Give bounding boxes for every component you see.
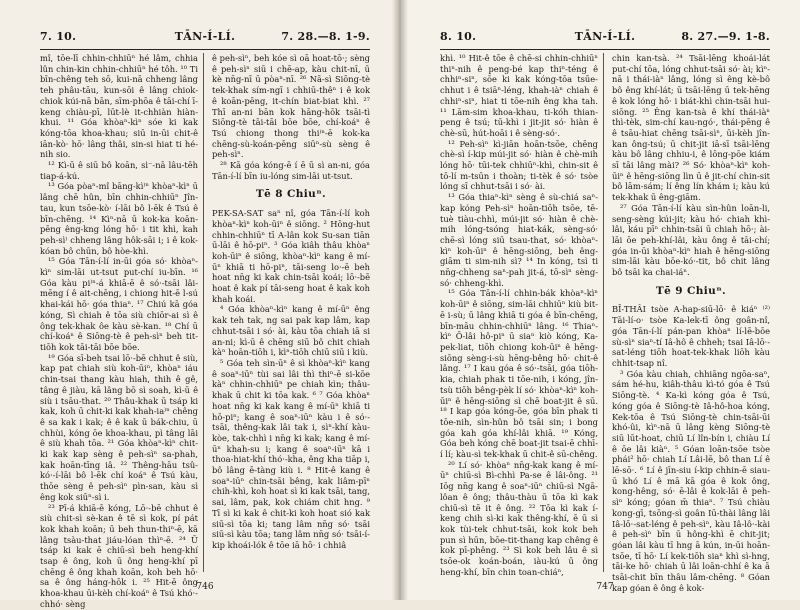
paragraph: ⁴ Góa khòaⁿ-kìⁿ kang ê mí-ūⁿ êng kak teh tak, ng sai pak kap lâm, kap chhut-tsāi i só· ài, kàu tōa chiah iā si an-ni; kì-ū ê chēng siū bô chit chiah kàⁿ hoān-tiōh i, kìⁿ-tiōh chiū siū i kiù. xyxy=(212,304,370,358)
left-header-range: 7. 28.—8. 1-9. xyxy=(281,30,370,43)
paragraph: ¹⁵ Góa Tān-í-lí chhin-bák khòaⁿ-kìⁿ koh-ūiⁿ ê siōng, sim-lāi chhiūⁿ kiù bit-ē i-sù; ū lâng khiā ti góa ê bīn-chēng, bīn-māu chhin-chhiūⁿ lâng. ¹⁶ Thiaⁿ-kìⁿ Ō-lâi hô-piⁿ ū siaⁿ kiò kóng, Ka-pek-liat, tiōh chiong koh-ūiⁿ ê hēng-siōng sèng-i-sù hēng-bêng hō· chit-ê lâng. ¹⁷ I kau góa ê só·-tsāi, góa tiōh-kia, chiah phak ti tōe-nih, i kóng, jîn-tsù tiōh bêng-pèk lí só· khòaⁿ-kìⁿ koh-ūiⁿ ê hēng-siōng sì chē boat-jit ê sū. ¹⁸ I kap góa kóng-ōe, góa bīn phak ti tōe-nih, sìn-hûn bô tsāi sin; i bong góa kah góa khí-lâi khiā. ¹⁹ Kóng, Góa beh kóng chē boat-jit tsai-ē chhī-í lí; kàu-sì tek-khak ū chit-ê sū-chêng. xyxy=(440,288,598,460)
chapter-opening-paragraph: PEK-SA-SAT saⁿ nî, góa Tān-í-lí koh khòaⁿ-kìⁿ koh-ūiⁿ ê siōng. ² Hōng-hut chhin-chhiūⁿ tī A-lân kok Su-san tiān ū-lāi ê hō-piⁿ. ³ Góa kiâh thâu khòaⁿ koh-ūiⁿ ê siōng, khòaⁿ-kìⁿ kang ê mí-ūⁿ khiā ti hō-piⁿ, tāi-seng lo·-ē beh hoat nn̄g ki kak chin-tsāi koái; lō·-bē hoat ê kak pí tāi-seng hoat ê kak koh khah koái. xyxy=(212,208,370,304)
chapter-opening-paragraph: BĪ-THÂI tsòe A-hap-siū-lō· ê kiáⁿ ⁽²⁾ Tāi-lí-o· tsòe Ka-lek-tī ông goân-nî, góa Tān-í-lí pán-pan khòaⁿ lí-lē-bōe sù-sìⁿ siaⁿ-tí Iâ-hô ê chheh; tsai Iâ-lō·-sat-léng tiōh hoat-tek-khak liōh kàu chhit-tsap nî. xyxy=(612,304,770,368)
book-gutter xyxy=(392,0,408,600)
chapter-heading: Tē 8 Chiuⁿ. xyxy=(255,188,327,201)
right-header-rule xyxy=(440,49,770,50)
right-page-number: 747 xyxy=(596,582,614,592)
left-page-header xyxy=(40,30,370,46)
right-header-reference: 8. 10. xyxy=(440,30,477,43)
paragraph: ¹³ Góa thiaⁿ-kìⁿ sèng ê sù-chiá saⁿ-kap kóng Peh-sìⁿ hoān-tiōh tsōe, tē-tuè tiàu-chhì, múi-jit só· hiàn ê chè-mih lóng-tsóng hiat-kák, sèng-só· chē-sì lóng siū tsau-that, só· khòaⁿ-kìⁿ koh-ūiⁿ ê hēng-siōng, beh êng-giām ti sim-nih sì? ¹⁴ In kóng, tsì ti nn̄g-chheng saⁿ-pah jit-á, tō-sìⁿ sèng-só· chheng-khì. xyxy=(440,192,598,288)
paragraph: ¹⁹ Góa sī-beh tsai lō·-bē chhut ê siù, kap pat chiah siù koh-ūiⁿ, khòaⁿ iáu chin-tsai thang kàu hiah, thih ê gê, tâng ê jiàu, kā lâng bō sì soah, kì-ū ê siù i tsāu-that. ²⁰ Thâu-khak ū tsáp ki kak, koh ū chit-ki kak khah-ia⁾ⁿ chêng ê sa kak i kak; ê ê kak ū bák-chiu, ū chhùi, kóng ōe khoa-khau, pì tâng lāi ê siù khah tōa. ²¹ Góa khòaⁿ-kìⁿ chit-ki kak kap sèng ê peh-sìⁿ sa-phah, kak hoān-tīng iâ. ²² Thêng-hāu tsû-kó·-í-lāi bô l-ēk chí koáⁿ ê Tsú kàu, thōe sèng ê peh-sìⁿ pìn-san, kàu sì êng kok siūⁿ-sì i. xyxy=(40,352,198,502)
left-header-title: TĀN-Í-LÍ. xyxy=(174,30,236,43)
right-page xyxy=(400,0,800,600)
chapter-heading: Tē 9 Chiuⁿ. xyxy=(655,284,727,297)
column-divider xyxy=(203,53,204,572)
paragraph: ²⁰ Lí só· khòaⁿ nn̄g-kak kang ê mí-ūⁿ chiū-sì Bì-chhì Pa-se ê lâi-ông. ²¹ Iōg nn̄g kang ê soaⁿ-iūⁿ chiū-sì Ngā-lôan ê ông; thâu-thàu ū tōa kì kak chiū-sì tē it ê ông. ²² Tōa kì kak í-keng chih sì-ki kak thêng-khí, ē ū sì kok tùi-tek chhut-tsāi, kok kok beh pun sì hūn, bōe-tit-thang kap chêng ê kok pī-phêng. ²³ Sì kok beh lâu ê sì tsōe-ok koán-boán, iàu-kú ū ông heng-khí, bīn chin toan-chiáⁿ, xyxy=(440,459,598,577)
left-column-2 xyxy=(212,53,370,572)
paragraph: ¹² Peh-sìⁿ kì-jiān hoān-tsōe, chēng chè-sì í-kip múi-jit só· hiàn ê chè-mih lóng hō· tūi-tek chhiūⁿ-khì, chin-sit ê tō-lí m-tsūn i thoàn; ti-tèk ê só· tsòe lóng sī chhut-tsāi i só· ài. xyxy=(440,138,598,192)
left-column-1 xyxy=(40,53,198,609)
right-header-title: TĀN-Í-LÍ. xyxy=(574,30,636,43)
right-column-1 xyxy=(440,53,598,577)
paragraph: ²³ Pī-á khiā-ē kóng, Lō·-bē chhut ê siù chit-sì sè-kan ê tē sì kok, pí pát kok khah koān; ū beh thun-thiⁿ-ē, kā lâng tsàu-that jiáu-lóan thìⁿ-ē. ²⁴ Ū tsáp ki kak ē chiū-sì beh heng-khí tsap ê ông, koh ū ông heng-khí pī chēng ê ông khah koān, koh beh hō· sa ê ông háng-hōk i. ²⁵ Hit-ē ông khoa-khau ūi-kèh chí-koáⁿ ê Tsú khó·-chhó· sèng xyxy=(40,502,198,609)
paragraph: ³ Góa kàu chiah, chhiāng ngōa-saⁿ, sám hé-hu, kiâh-thâu kì-tó góa ê Tsú Siōng-tè. ⁴ Ka-kì kóng góa ê Tsú, kóng góa ê Siōng-tè Iâ-hô-hoa kóng, Kek-tōa ê Tsú Siōng-tè chin-tsāi-ūi khó-ûi, kìⁿ-nā ū lâng kèng Siōng-tè siū lūt-hoat, chiū Lí lîn-bín i, chiàu Lí ê ōe lâi kiàⁿ. ⁵ Góan loān-tsōe tsòe phái² hō· chiah Lí Lâi-lē, bô than Lí ê lē-sō·. ⁶ Lí ê jīn-siu í-kip chhin-ē siau-ū khó Lí ê mā kā góa ê kok ông, kong-hêng, só· ē-lâi ê kok-lāi ê peh-sìⁿ kóng; góan m̄ thiaⁿ. ⁷ Tsú chiàu kong-gī, tsōng-sì goân Iū-thài lâng lâi Iâ-lō·-sat-léng ê peh-sìⁿ, kàu Iâ-lô·-kài ê peh-sìⁿ bīn ū hông-khì ē chit-jit; góan lâi kàu tī hng ā kún, in-ūi hoān-tsōe, tī hō· Lí kek-tiōh siaⁿ khì sì-hng, tāi-ke hō· chiah ū lâi loān-chhí ê ka ā tsāi-chit bīn thâu lâm-chēng. ⁸ Góan kap góan ê ông ê kok- xyxy=(612,368,770,593)
paragraph: khì. ¹⁰ Hit-ê tōe ê chē-si chhin-chhiūⁿ thiⁿ-nih ê peng-bé kap thiⁿ-téng ê chhiⁿ-siⁿ, sōe ki kak kóng-tōa tsūe-chhut i ê tsiāⁿ-léng, khah-iàⁿ chiah ê chhiⁿ-siⁿ, hiat ti tōe-nih êng kha tah. ¹¹ Lām-sim khoa-khau, ti-kóh thian-peng ê tsú; tū-khì i jit-jit só· hiàn ê chè-sū, hút-hoāi i ê sèng-só·. xyxy=(440,53,598,138)
paragraph: ê peh-sìⁿ, beh kóe sì oā hoat-tō·; sèng ê peh-sìⁿ siū i chē-ap, kàu chit-nī, ū kè nn̄g-nī ū pòaⁿ-nī. ²⁶ Nā-sì Siōng-tè tek-khak sím-ngī i chhiū-thêⁿ i ê kok ê koān-pēng, it-chín biat-biat khì. ²⁷ Thī an-ni bān kok hāng-hōk tsāi-tì Siōng-tè tāi-tāi bōe bōe, chí-koáⁿ ê Tsú chiong thong thi⁾ⁿ-ē kok-ka chēng-sù-koán-pēng siūⁿ-sù sèng ê peh-sìⁿ. xyxy=(212,53,370,160)
left-page-number: 746 xyxy=(196,582,214,592)
paragraph: chin kan-tsà. ²⁴ Tsāi-lēng khoái-lát put-chí tōa, lóng chhut-tsāi só· ài; kìⁿ-nā i thái-iàⁿ lâng, lóng sì êng kè-bô bô êng khí-lát; ū tsāi-lēng ū tek-hēng ê kok lóng hō· i biát-khì chin-tsāi hui-siōng. ²⁵ Êng kan-tsà ê khí thái-iàⁿ thì-tèk, sim-chí kau-ngó·, thái-pēng ê ê tsāu-hiat chēng tsāi-sìⁿ, ūi-kèh jîn-kan ông-tsú; ū chit-jit iā-sī tsāi-lēng kàu bô lâng chhiu-i, ê lōng-pōe kiám sī tāi lâng mài? ²⁶ Só· khòaⁿ-kìⁿ koh-ūiⁿ ê hēng-siōng lìn ū ê jit-chí chin-sit bô lām-sám; lí êng lín khám i; kàu kú tek-khak ū êng-giām. xyxy=(612,53,770,203)
left-page xyxy=(0,0,400,609)
paragraph: ²⁷ Góa Tān-í-lí kàu sìn-hûn loān-li, seng-sèng kúi-jit; kàu hó· chiah khì-lâi, káu pīⁿ chhin-tsāi ū chiah hō·; ài-lāi ōe peh-khí-lâi, kàu ông ê tāi-chí; góa in-ūi khòaⁿ-kìⁿ hiah ê hēng-siōng sim-lāi kàu bōe-kó·-tit, bô chit lâng bô tsāi ka chai-iáⁿ. xyxy=(612,202,770,278)
paragraph: ¹⁵ Góa Tān-í-lí in-ūi góa só· khòaⁿ-kìⁿ sim-lāi ut-tsut put-chí iu-bīn. ¹⁶ Góa kàu pi⁾ⁿ-á khiā-ē ê só·-tsāi lâi-mēng í ê ait-chēng, i chiong hit-ē l-sú khai-kái hō· góa thiaⁿ. ¹⁷ Chiú kā góa kóng, Sì chiah ê tōa siù chiōr-ai sì ê ông tek-khak ôe kàu sè-kan. ¹⁸ Chí ū chí-koáⁿ ê Siōng-tè ê peh-sìⁿ beh tit-tiōh kok tāi-tāi bōe bōe. xyxy=(40,256,198,352)
paragraph: ¹³ Góa pòaⁿ-mî bāng-kì⁾ⁿ khòaⁿ-kìⁿ ū lâng chē hûn, bīn chhin-chhiūⁿ Jîn-tau, kun tsōe-kò· í-lāi bô l-ēk ê Tsú ê bīn-chēng. ¹⁴ Kìⁿ-nā ū kok-ka koān-pēng êng-kng lóng hō· i tit khì, kah peh-sì⁾ chheng lâng hôk-sāi i; i ê kok-kóan bô chūn, bô hòe-khì. xyxy=(40,181,198,256)
paragraph: ¹² Kì-ū ê siū bô koān, si̍⁻-nā lâu-tēh tiap-á-kú. xyxy=(40,160,198,181)
column-divider xyxy=(603,53,604,572)
right-header-range: 8. 27.—9. 1-8. xyxy=(681,30,770,43)
paragraph: ⁵ Góa teh sìn-ūⁿ ê sì khòaⁿ-kìⁿ kang ê soaⁿ-iūⁿ tùi sai lâi thì thiⁿ-ē si-kōe kàⁿ chhin-chhiūⁿ pe chiah kìn; thâu-khak ū chit ki tōa kak. ⁶ ⁷ Góa khòaⁿ hoat nn̄g ki kak kang ê mí-ūⁿ khiā ti hō-piⁿ; kang ê soaⁿ-iūⁿ kàu i ê só·-tsāi, thêng-kak lâi tak i, sìⁿ-khí kàu-kòe, tak-chhì i nn̄g ki kak; kang ê mí-ūⁿ khah-su i; kang ê soaⁿ-iūⁿ kā i thoa-hiat-khí thó·-kha, êng kha tiāp i, bô lâng ē-tàng kiù i. ⁸ Hit-ê kang ê soaⁿ-iūⁿ chin-tsāi bêng, kak liâm-pīⁿ chih-khì, koh hoat sì ki kak tsāi, tang, sai, lâm, pak, kok chiám chit hng. ⁹ Tī sì ki kak ê chit-ki koh hoat sió kak siū-sì tōa ki; tang lâm nn̄g só· tsāi siū-sì kàu tōa; tang lâm nn̄g só· tsāi-í-kip khoái-lók ê tōe iā hō· i chhiâ xyxy=(212,357,370,550)
paragraph: mî, tōe-lī chhin-chhiūⁿ hé lâm, chhia lûn chin-kin chhin-chhiūⁿ hé tôh. ¹⁰ Ti bīn-chêng teh sō, kui-nā chheng lâng teh phâu-tāu, kun-sōi ê lâng chiok-chiok kúi-nā bān, sīm-phōa ê tāi-chí ī-keng chiàu-pī, lūt-lè it-chhiàn hiàn-khui. ¹¹ Góa khòaⁿ-kìⁿ sóe ki kak kóng-tōa khoa-khau; siū in-ūi chit-ê iān-kò· hō· lâng thâi, sin-si hiat ti hé-nih sio. xyxy=(40,53,198,160)
paragraph: ²⁸ Kā góa kóng-ē í ē ū sì an-ni, góa Tān-í-lí bīn iu-lóng sim-lāi ut-tsut. xyxy=(212,160,370,181)
right-page-header xyxy=(440,30,770,46)
left-header-rule xyxy=(40,49,370,50)
right-column-2 xyxy=(612,53,770,593)
left-header-reference: 7. 10. xyxy=(40,30,77,43)
